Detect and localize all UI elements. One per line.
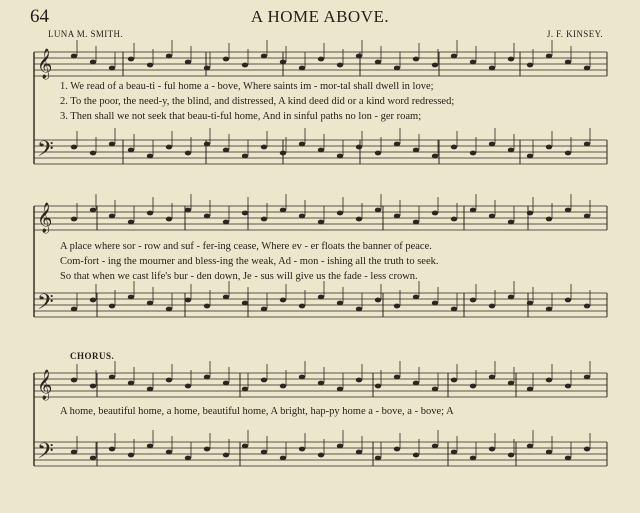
note-head [185, 456, 191, 461]
page-number: 64 [30, 6, 49, 27]
note-head [546, 307, 552, 312]
note-head [185, 384, 191, 389]
note-head [242, 301, 248, 306]
note-head [356, 217, 362, 222]
note-head [109, 375, 115, 380]
note-head [185, 298, 191, 303]
note-head [318, 220, 324, 225]
note-head [147, 63, 153, 68]
note-head [318, 295, 324, 300]
note-head [128, 220, 134, 225]
note-head [280, 298, 286, 303]
note-head [71, 54, 77, 59]
note-head [318, 148, 324, 153]
note-head [166, 54, 172, 59]
note-head [280, 60, 286, 65]
note-head [470, 298, 476, 303]
note-head [147, 154, 153, 159]
note-head [128, 381, 134, 386]
note-head [375, 298, 381, 303]
note-head [166, 307, 172, 312]
note-head [413, 57, 419, 62]
note-head [508, 453, 514, 458]
note-head [432, 444, 438, 449]
note-head [90, 384, 96, 389]
note-head [242, 211, 248, 216]
note-head [527, 63, 533, 68]
note-head [280, 456, 286, 461]
note-head [337, 154, 343, 159]
note-head [584, 142, 590, 147]
note-head [432, 211, 438, 216]
note-head [489, 304, 495, 309]
note-head [489, 214, 495, 219]
note-head [356, 54, 362, 59]
note-head [489, 66, 495, 71]
note-head [109, 142, 115, 147]
note-head [109, 304, 115, 309]
note-head [242, 154, 248, 159]
bass-clef: 𝄢 [37, 439, 54, 469]
note-head [147, 444, 153, 449]
note-head [261, 378, 267, 383]
note-head [451, 307, 457, 312]
note-head [508, 295, 514, 300]
note-head [527, 444, 533, 449]
note-head [375, 151, 381, 156]
note-head [584, 66, 590, 71]
note-head [90, 208, 96, 213]
note-head [470, 208, 476, 213]
note-head [546, 450, 552, 455]
note-head [584, 447, 590, 452]
note-head [71, 145, 77, 150]
note-head [299, 375, 305, 380]
note-head [565, 208, 571, 213]
note-head [261, 217, 267, 222]
note-head [166, 450, 172, 455]
chorus-label: CHORUS. [70, 351, 115, 361]
author-credit: LUNA M. SMITH. [48, 29, 124, 39]
note-head [394, 66, 400, 71]
hymn-title: A HOME ABOVE. [250, 7, 390, 26]
note-head [242, 63, 248, 68]
note-head [584, 304, 590, 309]
note-head [261, 54, 267, 59]
note-head [394, 142, 400, 147]
note-head [546, 54, 552, 59]
note-head [204, 375, 210, 380]
note-head [242, 387, 248, 392]
note-head [223, 381, 229, 386]
note-head [375, 60, 381, 65]
note-head [185, 60, 191, 65]
note-head [356, 450, 362, 455]
note-head [71, 378, 77, 383]
note-head [527, 154, 533, 159]
note-head [546, 217, 552, 222]
note-head [299, 304, 305, 309]
note-head [508, 220, 514, 225]
note-head [451, 145, 457, 150]
lyric-line: 3. Then shall we not seek that beau-ti-ful home, And in sinful paths no lon - ger roam; [60, 111, 422, 122]
note-head [394, 447, 400, 452]
note-head [546, 378, 552, 383]
lyric-line: Com-fort - ing the mourner and bless-ing the weak, Ad - mon - ishing all the truth to seek. [60, 256, 439, 267]
note-head [356, 307, 362, 312]
lyric-line: So that when we cast life's bur - den down, Je - sus will give us the fade - less crown. [60, 271, 418, 282]
note-head [71, 307, 77, 312]
note-head [508, 57, 514, 62]
composer-credit: J. F. KINSEY. [546, 29, 603, 39]
note-head [90, 151, 96, 156]
note-head [565, 384, 571, 389]
note-head [204, 447, 210, 452]
note-head [147, 211, 153, 216]
lyric-line: 2. To the poor, the need-y, the blind, and distressed, A kind deed did or a kind word redressed; [60, 96, 455, 107]
note-head [432, 63, 438, 68]
note-head [128, 453, 134, 458]
note-head [109, 66, 115, 71]
treble-clef: 𝄞 [37, 203, 53, 233]
note-head [565, 298, 571, 303]
note-head [109, 447, 115, 452]
note-head [261, 450, 267, 455]
note-head [337, 211, 343, 216]
note-head [166, 217, 172, 222]
note-head [565, 151, 571, 156]
note-head [413, 453, 419, 458]
note-head [90, 298, 96, 303]
note-head [223, 57, 229, 62]
treble-clef: 𝄞 [37, 49, 53, 79]
bass-clef: 𝄢 [37, 290, 54, 320]
note-head [128, 295, 134, 300]
note-head [71, 217, 77, 222]
note-head [451, 450, 457, 455]
note-head [470, 151, 476, 156]
note-head [451, 54, 457, 59]
note-head [508, 148, 514, 153]
note-head [470, 60, 476, 65]
note-head [356, 378, 362, 383]
note-head [166, 378, 172, 383]
note-head [128, 57, 134, 62]
note-head [147, 301, 153, 306]
lyric-line: A place where sor - row and suf - fer-ing cease, Where ev - er floats the banner of peace. [60, 241, 432, 252]
note-head [204, 214, 210, 219]
note-head [489, 447, 495, 452]
note-head [318, 453, 324, 458]
note-head [489, 142, 495, 147]
note-head [527, 211, 533, 216]
note-head [394, 214, 400, 219]
note-head [223, 295, 229, 300]
note-head [299, 66, 305, 71]
note-head [337, 444, 343, 449]
note-head [394, 375, 400, 380]
note-head [261, 145, 267, 150]
note-head [223, 453, 229, 458]
note-head [413, 148, 419, 153]
note-head [375, 456, 381, 461]
note-head [128, 148, 134, 153]
note-head [470, 456, 476, 461]
note-head [280, 384, 286, 389]
note-head [527, 387, 533, 392]
note-head [71, 450, 77, 455]
note-head [166, 145, 172, 150]
note-head [489, 375, 495, 380]
note-head [90, 456, 96, 461]
note-head [337, 301, 343, 306]
note-head [451, 378, 457, 383]
note-head [204, 66, 210, 71]
lyric-line: A home, beautiful home, a home, beautiful home, A bright, hap-py home a - bove, a - bove; A [60, 406, 454, 417]
note-head [318, 381, 324, 386]
note-head [565, 60, 571, 65]
note-head [261, 307, 267, 312]
note-head [584, 214, 590, 219]
note-head [223, 220, 229, 225]
note-head [204, 304, 210, 309]
note-head [223, 148, 229, 153]
note-head [451, 217, 457, 222]
note-head [299, 447, 305, 452]
note-head [584, 375, 590, 380]
note-head [242, 444, 248, 449]
note-head [185, 151, 191, 156]
note-head [356, 145, 362, 150]
note-head [413, 220, 419, 225]
note-head [337, 387, 343, 392]
note-head [546, 145, 552, 150]
note-head [204, 142, 210, 147]
note-head [413, 381, 419, 386]
note-head [432, 154, 438, 159]
note-head [185, 208, 191, 213]
note-head [375, 384, 381, 389]
note-head [375, 208, 381, 213]
note-head [527, 301, 533, 306]
note-head [299, 214, 305, 219]
note-head [394, 304, 400, 309]
note-head [470, 384, 476, 389]
lyric-line: 1. We read of a beau-ti - ful home a - bove, Where saints im - mor-tal shall dwell in love; [60, 81, 434, 92]
note-head [432, 387, 438, 392]
note-head [565, 456, 571, 461]
note-head [337, 63, 343, 68]
note-head [318, 57, 324, 62]
note-head [280, 208, 286, 213]
note-head [109, 214, 115, 219]
bass-clef: 𝄢 [37, 137, 54, 167]
note-head [299, 142, 305, 147]
note-head [432, 301, 438, 306]
note-head [508, 381, 514, 386]
note-head [413, 295, 419, 300]
treble-clef: 𝄞 [37, 370, 53, 400]
note-head [90, 60, 96, 65]
note-head [147, 387, 153, 392]
note-head [280, 151, 286, 156]
